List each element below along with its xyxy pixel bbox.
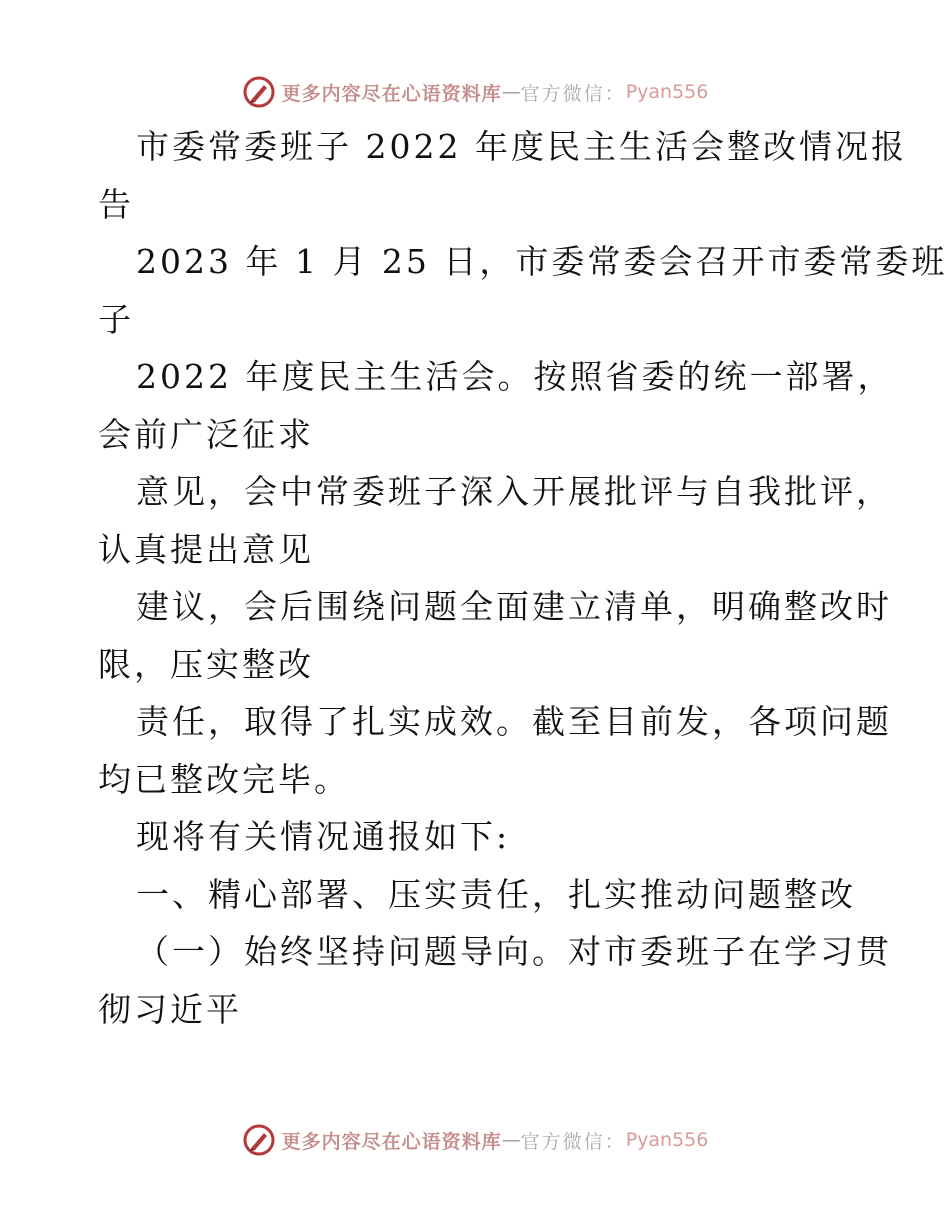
watermark-main-text: 更多内容尽在心语资料库 [281, 1130, 502, 1153]
text-line: 责任，取得了扎实成效。截至目前发，各项问题 [136, 702, 892, 741]
text-line: 建议，会后围绕问题全面建立清单，明确整改时 [136, 587, 892, 626]
text-line: 意见，会中常委班子深入开展批评与自我批评， [136, 472, 892, 511]
text-line: 认真提出意见 [98, 529, 314, 569]
watermark-separator: — [501, 81, 521, 103]
text-line: 均已整改完毕。 [98, 759, 350, 799]
pen-logo-icon [242, 1123, 276, 1157]
watermark-separator: — [501, 1129, 521, 1151]
text-line: （一）始终坚持问题导向。对市委班子在学习贯 [136, 932, 892, 971]
watermark-wechat-id: Pyan556 [625, 1129, 709, 1151]
text-line: 告 [98, 184, 134, 224]
text-line: 子 [98, 299, 134, 339]
text-line: 彻习近平 [98, 989, 242, 1029]
text-line: 一、精心部署、压实责任，扎实推动问题整改 [136, 874, 856, 914]
watermark-wechat-id: Pyan556 [625, 81, 709, 103]
watermark-main-text: 更多内容尽在心语资料库 [281, 82, 502, 105]
document-body [98, 118, 948, 1038]
text-line: 市委常委班子 2022 年度民主生活会整改情况报 [136, 127, 907, 166]
text-line: 现将有关情况通报如下: [136, 817, 511, 856]
watermark-wechat-label: 官方微信： [520, 82, 626, 105]
header-watermark [0, 72, 950, 112]
text-line: 2022 年度民主生活会。按照省委的统一部署， [136, 357, 894, 396]
watermark-wechat-label: 官方微信： [520, 1130, 626, 1153]
footer-watermark [0, 1120, 950, 1160]
text-line: 2023 年 1 月 25 日，市委常委会召开市委常委班 [136, 242, 948, 281]
pen-logo-icon [242, 75, 276, 109]
text-line: 会前广泛征求 [98, 414, 314, 454]
text-line: 限，压实整改 [98, 644, 314, 684]
